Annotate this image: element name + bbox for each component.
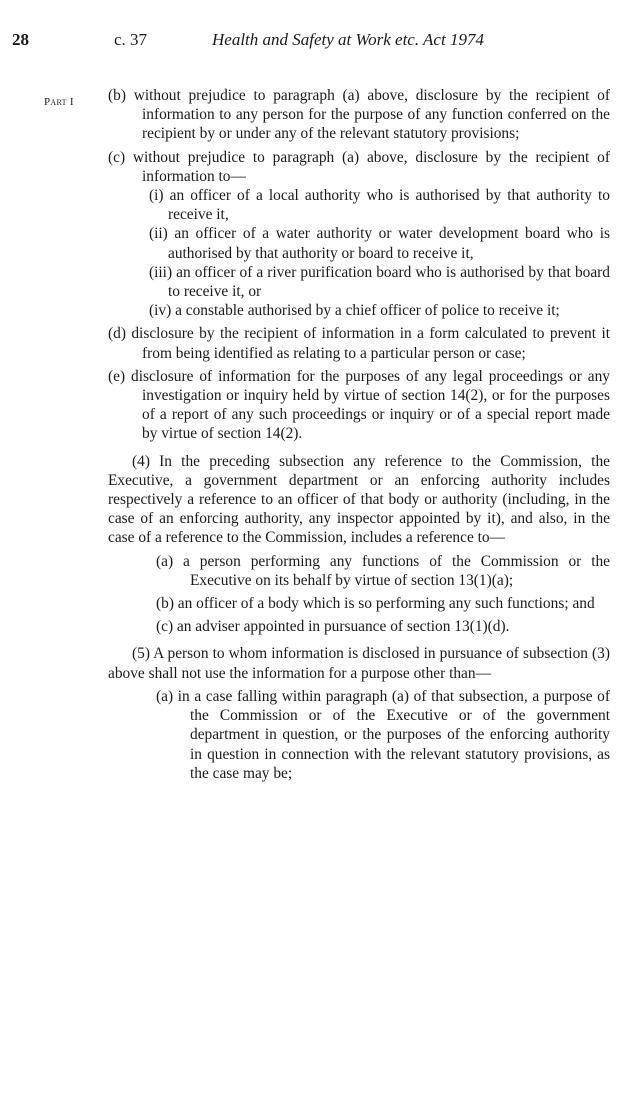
paragraph-d: (d) disclosure by the recipient of information in a form calculated to prevent it from being identified as relating to a particular person or case; [108, 325, 610, 362]
subsection-4-b: (b) an officer of a body which is so performing any such functions; and [156, 595, 595, 613]
chapter-number: c. 37 [114, 30, 148, 49]
paragraph-c-iv: (iv) a constable authorised by a chief officer of police to receive it; [149, 302, 560, 320]
paragraph-c: (c) without prejudice to paragraph (a) above, disclosure by the recipient of information to— [108, 148, 610, 185]
document-body [108, 86, 610, 783]
margin-note-part: Part I [44, 96, 74, 108]
paragraph-b: (b) without prejudice to paragraph (a) above, disclosure by the recipient of information to any person for the purpose of any function conferred on the recipient by or under any of the relevant statutory provisions; [108, 87, 610, 143]
page-number: 28 [12, 30, 29, 49]
subsection-4-c: (c) an adviser appointed in pursuance of section 13(1)(d). [156, 618, 510, 636]
paragraph-c-ii: (ii) an officer of a water authority or water development board who is authorised by that authority or board to receive it, [149, 225, 610, 262]
running-title: Health and Safety at Work etc. Act 1974 [212, 30, 484, 49]
subsection-5-a: (a) in a case falling within paragraph (a) of that subsection, a purpose of the Commission or of the Executive or of the government department in question, or the purposes of the enforcing authority in question in connection with the relevant statutory provisions, as the case may be; [156, 687, 610, 782]
paragraph-c-iii: (iii) an officer of a river purification board who is authorised by that board to receive it, or [149, 263, 610, 301]
subsection-4: (4) In the preceding subsection any reference to the Commission, the Executive, a government department or an enforcing authority includes respectively a reference to an officer of that body or authority (including, in the case of an enforcing authority, any inspector appointed by it), and also, in the case of a reference to the Commission, includes a reference to— [108, 452, 610, 547]
paragraph-e: (e) disclosure of information for the purposes of any legal proceedings or any investigation or inquiry held by virtue of section 14(2), or for the purposes of a report of any such proceedings or inquiry or of a special report made by virtue of section 14(2). [108, 367, 610, 443]
subsection-4-a: (a) a person performing any functions of the Commission or the Executive on its behalf by virtue of section 13(1)(a); [156, 552, 610, 589]
subsection-5: (5) A person to whom information is disclosed in pursuance of subsection (3) above shall not use the information for a purpose other than— [108, 645, 610, 682]
paragraph-c-i: (i) an officer of a local authority who is authorised by that authority to receive it, [149, 187, 610, 224]
